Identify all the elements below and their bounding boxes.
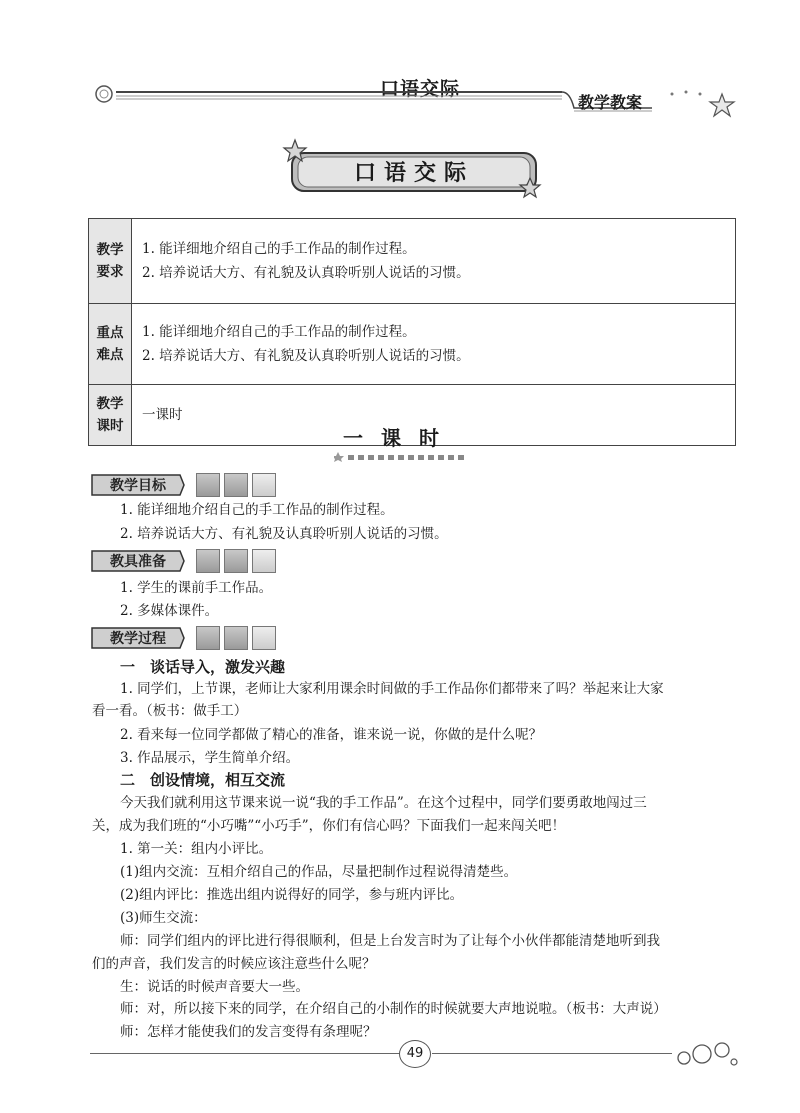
list-item: 1. 能详细地介绍自己的手工作品的制作过程。	[120, 502, 394, 518]
row-content-line: 一课时	[142, 407, 183, 423]
tag-square-decoration	[252, 473, 276, 497]
paragraph-line: 生：说话的时候声音要大一些。	[120, 979, 309, 995]
list-item: 2. 培养说话大方、有礼貌及认真聆听别人说话的习惯。	[120, 526, 448, 542]
header-right-label: 教学教案	[578, 93, 643, 112]
paragraph-line: 1. 第一关：组内小评比。	[120, 841, 273, 857]
list-item: 1. 学生的课前手工作品。	[120, 580, 273, 596]
lesson-heading: 一课时	[343, 426, 457, 450]
section-tag-process: 教学过程	[110, 631, 166, 647]
paragraph-line: 关，成为我们班的“小巧嘴”“小巧手”，你们有信心吗？下面我们一起来闯关吧！	[92, 818, 566, 834]
paragraph-line: 们的声音，我们发言的时候应该注意些什么呢？	[92, 956, 376, 972]
table-row	[89, 219, 736, 304]
paragraph-line: 3. 作品展示，学生简单介绍。	[120, 750, 300, 766]
paragraph-line: (2)组内评比：推选出组内说得好的同学，参与班内评比。	[120, 887, 464, 903]
paragraph-line: 1. 同学们，上节课，老师让大家利用课余时间做的手工作品你们都带来了吗？举起来让大家	[120, 681, 664, 697]
row-label-line: 课时	[96, 418, 124, 434]
paragraph-line: 今天我们就利用这节课来说一说“我的手工作品”。在这个过程中，同学们要勇敢地闯过三	[120, 795, 647, 811]
star-decoration-icon	[666, 84, 746, 120]
paragraph-line: 师：怎样才能使我们的发言变得有条理呢？	[120, 1024, 377, 1040]
banner-title: 口语交际	[353, 161, 474, 186]
row-content-line: 2. 培养说话大方、有礼貌及认真聆听别人说话的习惯。	[142, 348, 470, 364]
row-label-line: 重点	[96, 325, 124, 341]
row-content-line: 2. 培养说话大方、有礼貌及认真聆听别人说话的习惯。	[142, 265, 470, 281]
row-content-line: 1. 能详细地介绍自己的手工作品的制作过程。	[142, 241, 416, 257]
row-label-line: 教学	[96, 242, 124, 258]
row-content-line: 1. 能详细地介绍自己的手工作品的制作过程。	[142, 324, 416, 340]
tag-square-decoration	[252, 626, 276, 650]
paragraph-line: (1)组内交流：互相介绍自己的作品，尽量把制作过程说得清楚些。	[120, 864, 518, 880]
tag-square-decoration	[196, 549, 220, 573]
tag-square-decoration	[224, 626, 248, 650]
tag-square-decoration	[252, 549, 276, 573]
tag-square-decoration	[224, 549, 248, 573]
row-label	[89, 219, 132, 304]
table-row	[89, 304, 736, 385]
page-number: 49	[399, 1040, 431, 1068]
section-tag-materials: 教具准备	[110, 554, 166, 570]
paragraph-line: (3)师生交流：	[120, 910, 207, 926]
subsection-heading: 一 谈话导入，激发兴趣	[120, 658, 286, 676]
row-label-line: 难点	[96, 347, 124, 363]
tag-square-decoration	[196, 473, 220, 497]
list-item: 2. 多媒体课件。	[120, 603, 219, 619]
paragraph-line: 师：同学们组内的评比进行得很顺利，但是上台发言时为了让每个小伙伴都能清楚地听到我	[120, 933, 660, 949]
lesson-overview-table	[88, 218, 736, 446]
subsection-heading: 二 创设情境，相互交流	[120, 771, 286, 789]
paragraph-line: 看一看。（板书：做手工）	[92, 703, 248, 719]
row-label	[89, 385, 132, 446]
dotted-divider	[334, 451, 470, 463]
paragraph-line: 2. 看来每一位同学都做了精心的准备，谁来说一说，你做的是什么呢？	[120, 727, 543, 743]
row-content	[132, 219, 736, 304]
section-tag-objectives: 教学目标	[110, 478, 166, 494]
bubble-decoration-icon	[676, 1040, 740, 1070]
row-label	[89, 304, 132, 385]
row-label-line: 教学	[96, 396, 124, 412]
tag-square-decoration	[196, 626, 220, 650]
running-header-title: 口语交际	[380, 78, 461, 100]
paragraph-line: 师：对，所以接下来的同学，在介绍自己的小制作的时候就要大声地说啦。（板书：大声说）	[120, 1001, 667, 1017]
tag-square-decoration	[224, 473, 248, 497]
footer-rule	[90, 1053, 400, 1054]
footer-rule	[432, 1053, 672, 1054]
row-content	[132, 304, 736, 385]
row-label-line: 要求	[96, 264, 124, 280]
